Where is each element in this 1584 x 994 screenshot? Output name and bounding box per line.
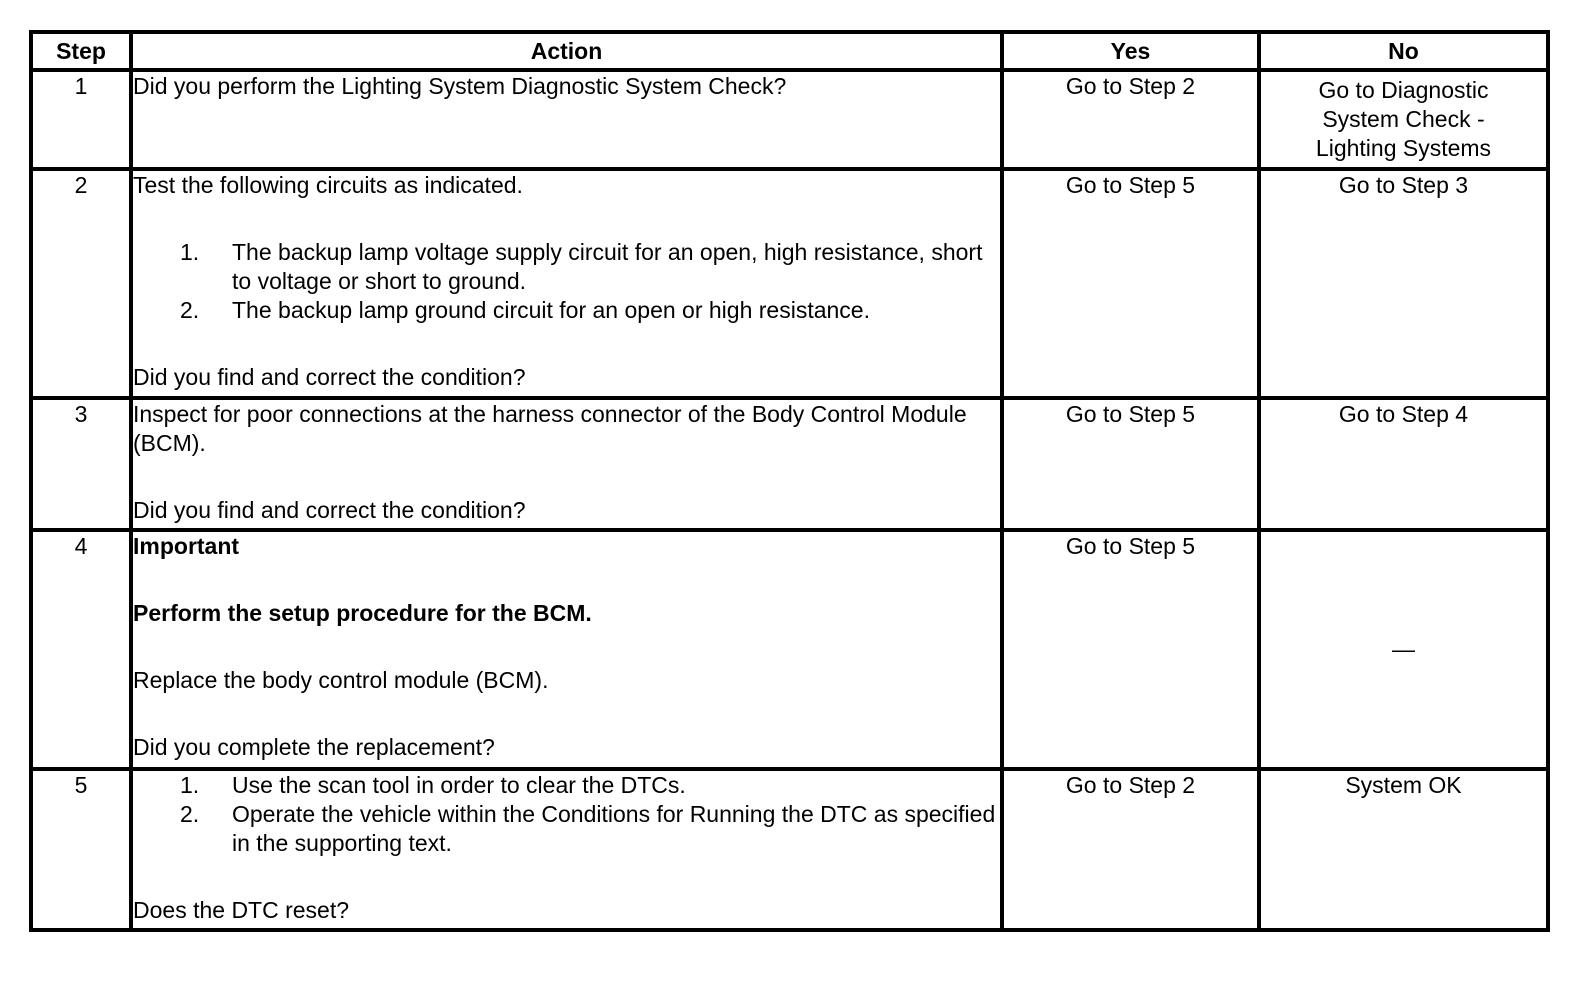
- table-row: [31, 70, 1548, 169]
- action-list: [133, 238, 1000, 325]
- list-item: [133, 296, 1000, 325]
- list-item-text: The backup lamp voltage supply circuit for an open, high resistance, short to voltage or short to ground.: [232, 239, 983, 294]
- action-question: Did you find and correct the condition?: [133, 497, 526, 523]
- yes-cell: Go to Step 2: [1002, 769, 1259, 930]
- no-cell: Go to Step 4: [1259, 398, 1548, 530]
- step-number: 1: [31, 70, 131, 169]
- yes-cell: Go to Step 5: [1002, 530, 1259, 769]
- no-cell: Go to Step 3: [1259, 169, 1548, 398]
- action-intro: Inspect for poor connections at the harness connector of the Body Control Module (BCM).: [133, 401, 967, 456]
- header-yes: Yes: [1002, 32, 1259, 70]
- list-item: [133, 771, 1000, 800]
- step-number: 5: [31, 769, 131, 930]
- yes-cell: Go to Step 5: [1002, 398, 1259, 530]
- step-number: 4: [31, 530, 131, 769]
- action-cell: [131, 169, 1002, 398]
- diagnostic-table: [29, 30, 1550, 932]
- table-row: [31, 169, 1548, 398]
- important-text: Perform the setup procedure for the BCM.: [133, 600, 592, 626]
- action-cell: [131, 398, 1002, 530]
- header-action: Action: [131, 32, 1002, 70]
- table-row: [31, 398, 1548, 530]
- no-line: System Check -: [1322, 106, 1485, 132]
- no-cell: —: [1259, 530, 1548, 769]
- list-item-number: 2.: [180, 297, 200, 323]
- no-cell: System OK: [1259, 769, 1548, 930]
- action-question: Did you complete the replacement?: [133, 734, 495, 760]
- list-item-text: The backup lamp ground circuit for an open or high resistance.: [232, 297, 870, 323]
- step-number: 3: [31, 398, 131, 530]
- action-question: Does the DTC reset?: [133, 897, 350, 923]
- table-header-row: [31, 32, 1548, 70]
- table-row: [31, 769, 1548, 930]
- list-item-number: 1.: [180, 772, 200, 798]
- list-item-text: Operate the vehicle within the Conditions for Running the DTC as specified in the supporting text.: [232, 801, 996, 856]
- header-step: Step: [31, 32, 131, 70]
- action-list: [133, 771, 1000, 858]
- yes-cell: Go to Step 5: [1002, 169, 1259, 398]
- header-no: No: [1259, 32, 1548, 70]
- no-line: Lighting Systems: [1315, 135, 1492, 161]
- list-item: [133, 238, 1000, 296]
- yes-cell: Go to Step 2: [1002, 70, 1259, 169]
- no-cell: [1259, 70, 1548, 169]
- action-cell: [131, 769, 1002, 930]
- table-row: [31, 530, 1548, 769]
- action-cell: [131, 70, 1002, 169]
- action-cell: [131, 530, 1002, 769]
- important-label: Important: [133, 533, 240, 559]
- list-item-text: Use the scan tool in order to clear the DTCs.: [232, 772, 686, 798]
- action-intro: Replace the body control module (BCM).: [133, 667, 549, 693]
- step-number: 2: [31, 169, 131, 398]
- list-item-number: 1.: [180, 239, 200, 265]
- no-line: Go to Diagnostic: [1318, 77, 1489, 103]
- action-question: Did you perform the Lighting System Diagnostic System Check?: [133, 73, 787, 99]
- list-item-number: 2.: [180, 801, 200, 827]
- list-item: [133, 800, 1000, 858]
- action-intro: Test the following circuits as indicated.: [133, 172, 523, 198]
- action-question: Did you find and correct the condition?: [133, 364, 526, 390]
